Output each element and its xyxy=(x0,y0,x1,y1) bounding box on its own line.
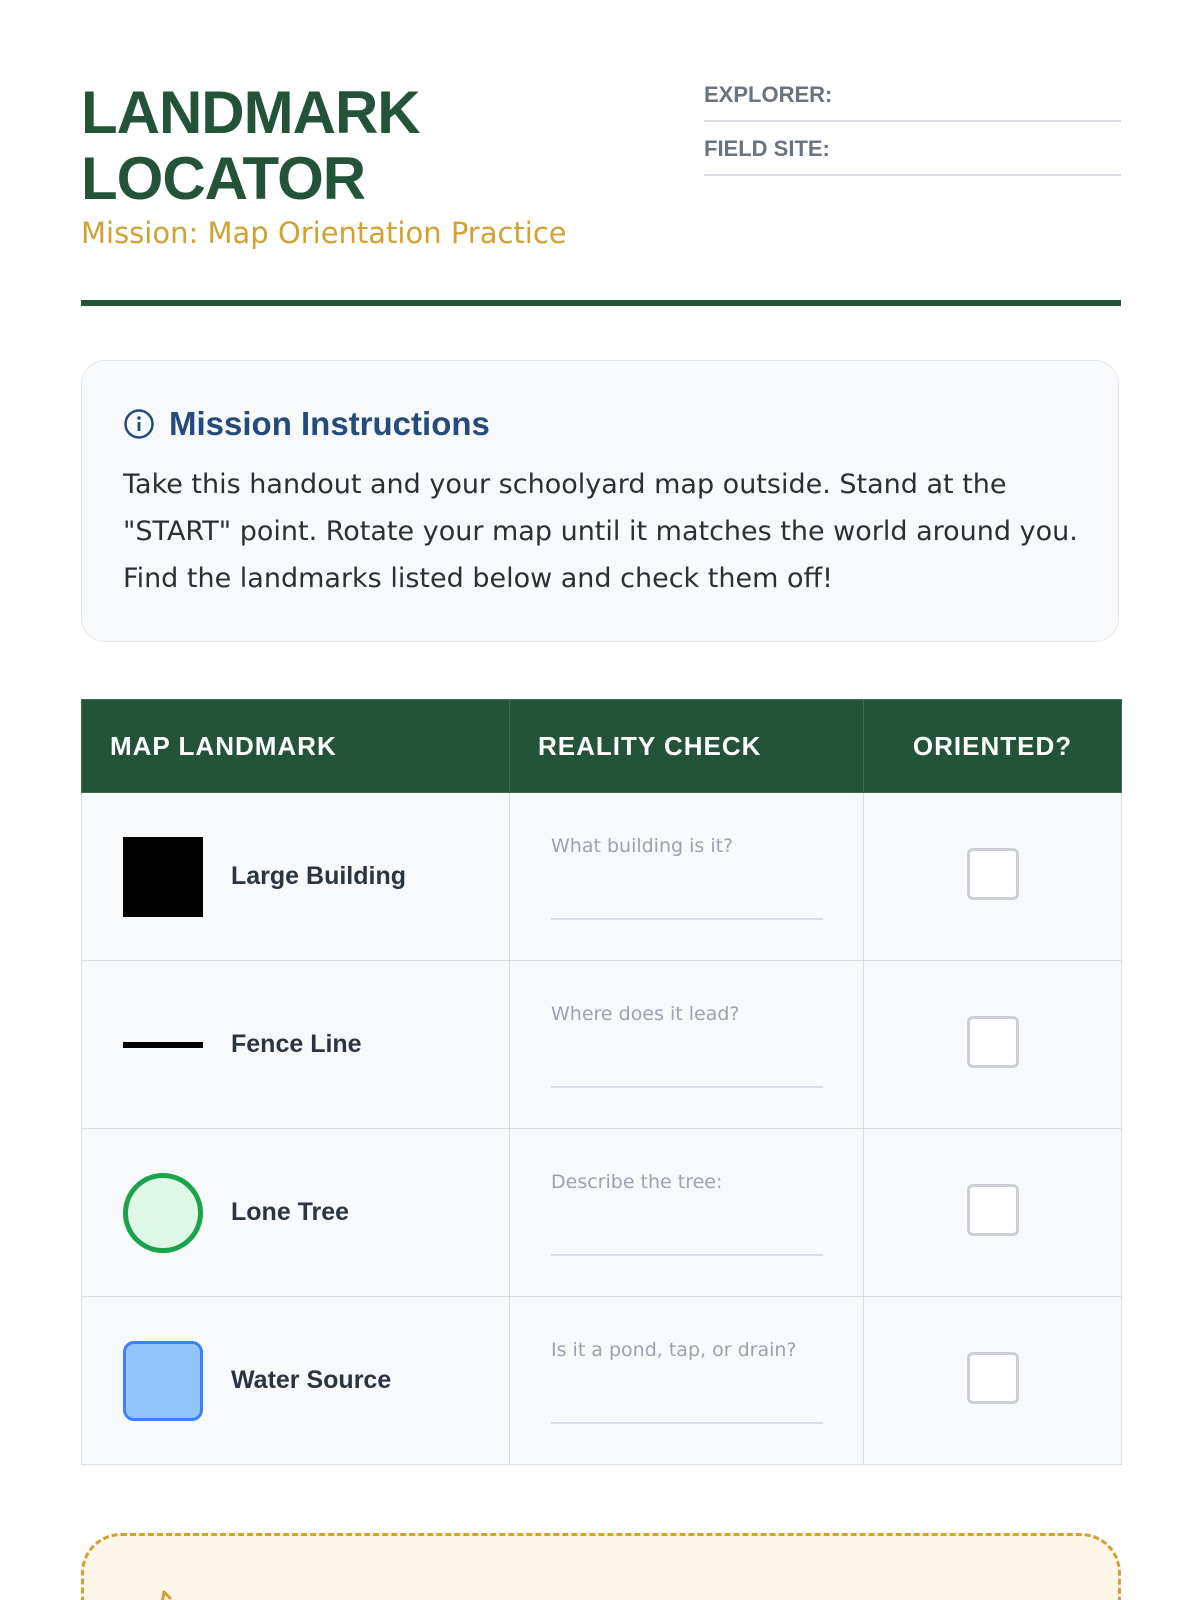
field-site-field[interactable] xyxy=(704,134,1121,176)
landmark-name: Large Building xyxy=(231,862,406,890)
answer-line[interactable] xyxy=(551,1086,823,1088)
column-header-reality-check: REALITY CHECK xyxy=(510,700,864,793)
reality-check-prompt: Is it a pond, tap, or drain? xyxy=(551,1339,797,1361)
tip-panel xyxy=(81,1533,1121,1600)
compass-icon xyxy=(144,1586,184,1600)
worksheet-header xyxy=(81,0,1121,305)
reality-check-prompt: What building is it? xyxy=(551,835,734,857)
landmark-cell xyxy=(82,1297,510,1465)
instructions-heading xyxy=(123,405,490,443)
page-title: LANDMARK LOCATOR xyxy=(81,79,420,212)
tree-symbol-icon xyxy=(123,1173,203,1253)
answer-line[interactable] xyxy=(551,1422,823,1424)
oriented-checkbox[interactable] xyxy=(967,1016,1019,1068)
oriented-checkbox[interactable] xyxy=(967,848,1019,900)
table-row xyxy=(82,961,1122,1129)
landmark-name: Fence Line xyxy=(231,1030,362,1058)
worksheet-page xyxy=(81,0,1121,1394)
oriented-cell xyxy=(864,1129,1122,1297)
column-header-oriented: ORIENTED? xyxy=(864,700,1122,793)
instructions-title: Mission Instructions xyxy=(169,405,490,442)
reality-check-cell[interactable] xyxy=(510,793,864,961)
oriented-checkbox[interactable] xyxy=(967,1352,1019,1404)
answer-line[interactable] xyxy=(551,918,823,920)
landmark-name: Lone Tree xyxy=(231,1198,350,1226)
instructions-panel xyxy=(81,360,1119,642)
reality-check-cell[interactable] xyxy=(510,1129,864,1297)
field-site-label: FIELD SITE: xyxy=(704,136,830,161)
instructions-text: Take this handout and your schoolyard map outside. Stand at the "START" point. Rotate your map until it matches the world around you. Find the landmarks listed below and check them off! xyxy=(123,469,1078,594)
landmark-name: Water Source xyxy=(231,1366,392,1394)
info-icon xyxy=(123,408,155,440)
explorer-label: EXPLORER: xyxy=(704,82,833,107)
student-info-fields xyxy=(704,80,1121,188)
oriented-checkbox[interactable] xyxy=(967,1184,1019,1236)
table-header-row xyxy=(82,700,1122,793)
header-divider xyxy=(81,300,1121,306)
page-subtitle: Mission: Map Orientation Practice xyxy=(81,216,567,250)
reality-check-cell[interactable] xyxy=(510,1297,864,1465)
answer-line[interactable] xyxy=(551,1254,823,1256)
table-row xyxy=(82,793,1122,961)
column-header-map-landmark: MAP LANDMARK xyxy=(82,700,510,793)
reality-check-prompt: Describe the tree: xyxy=(551,1171,723,1193)
landmark-table xyxy=(81,699,1122,1465)
reality-check-cell[interactable] xyxy=(510,961,864,1129)
reality-check-prompt: Where does it lead? xyxy=(551,1003,740,1025)
landmark-cell xyxy=(82,961,510,1129)
explorer-field[interactable] xyxy=(704,80,1121,122)
water-symbol-icon xyxy=(123,1341,203,1421)
table-row xyxy=(82,1297,1122,1465)
building-symbol-icon xyxy=(123,837,203,917)
fence-line-symbol-icon xyxy=(123,1005,203,1085)
table-row xyxy=(82,1129,1122,1297)
landmark-cell xyxy=(82,793,510,961)
oriented-cell xyxy=(864,961,1122,1129)
oriented-cell xyxy=(864,793,1122,961)
oriented-cell xyxy=(864,1297,1122,1465)
landmark-cell xyxy=(82,1129,510,1297)
